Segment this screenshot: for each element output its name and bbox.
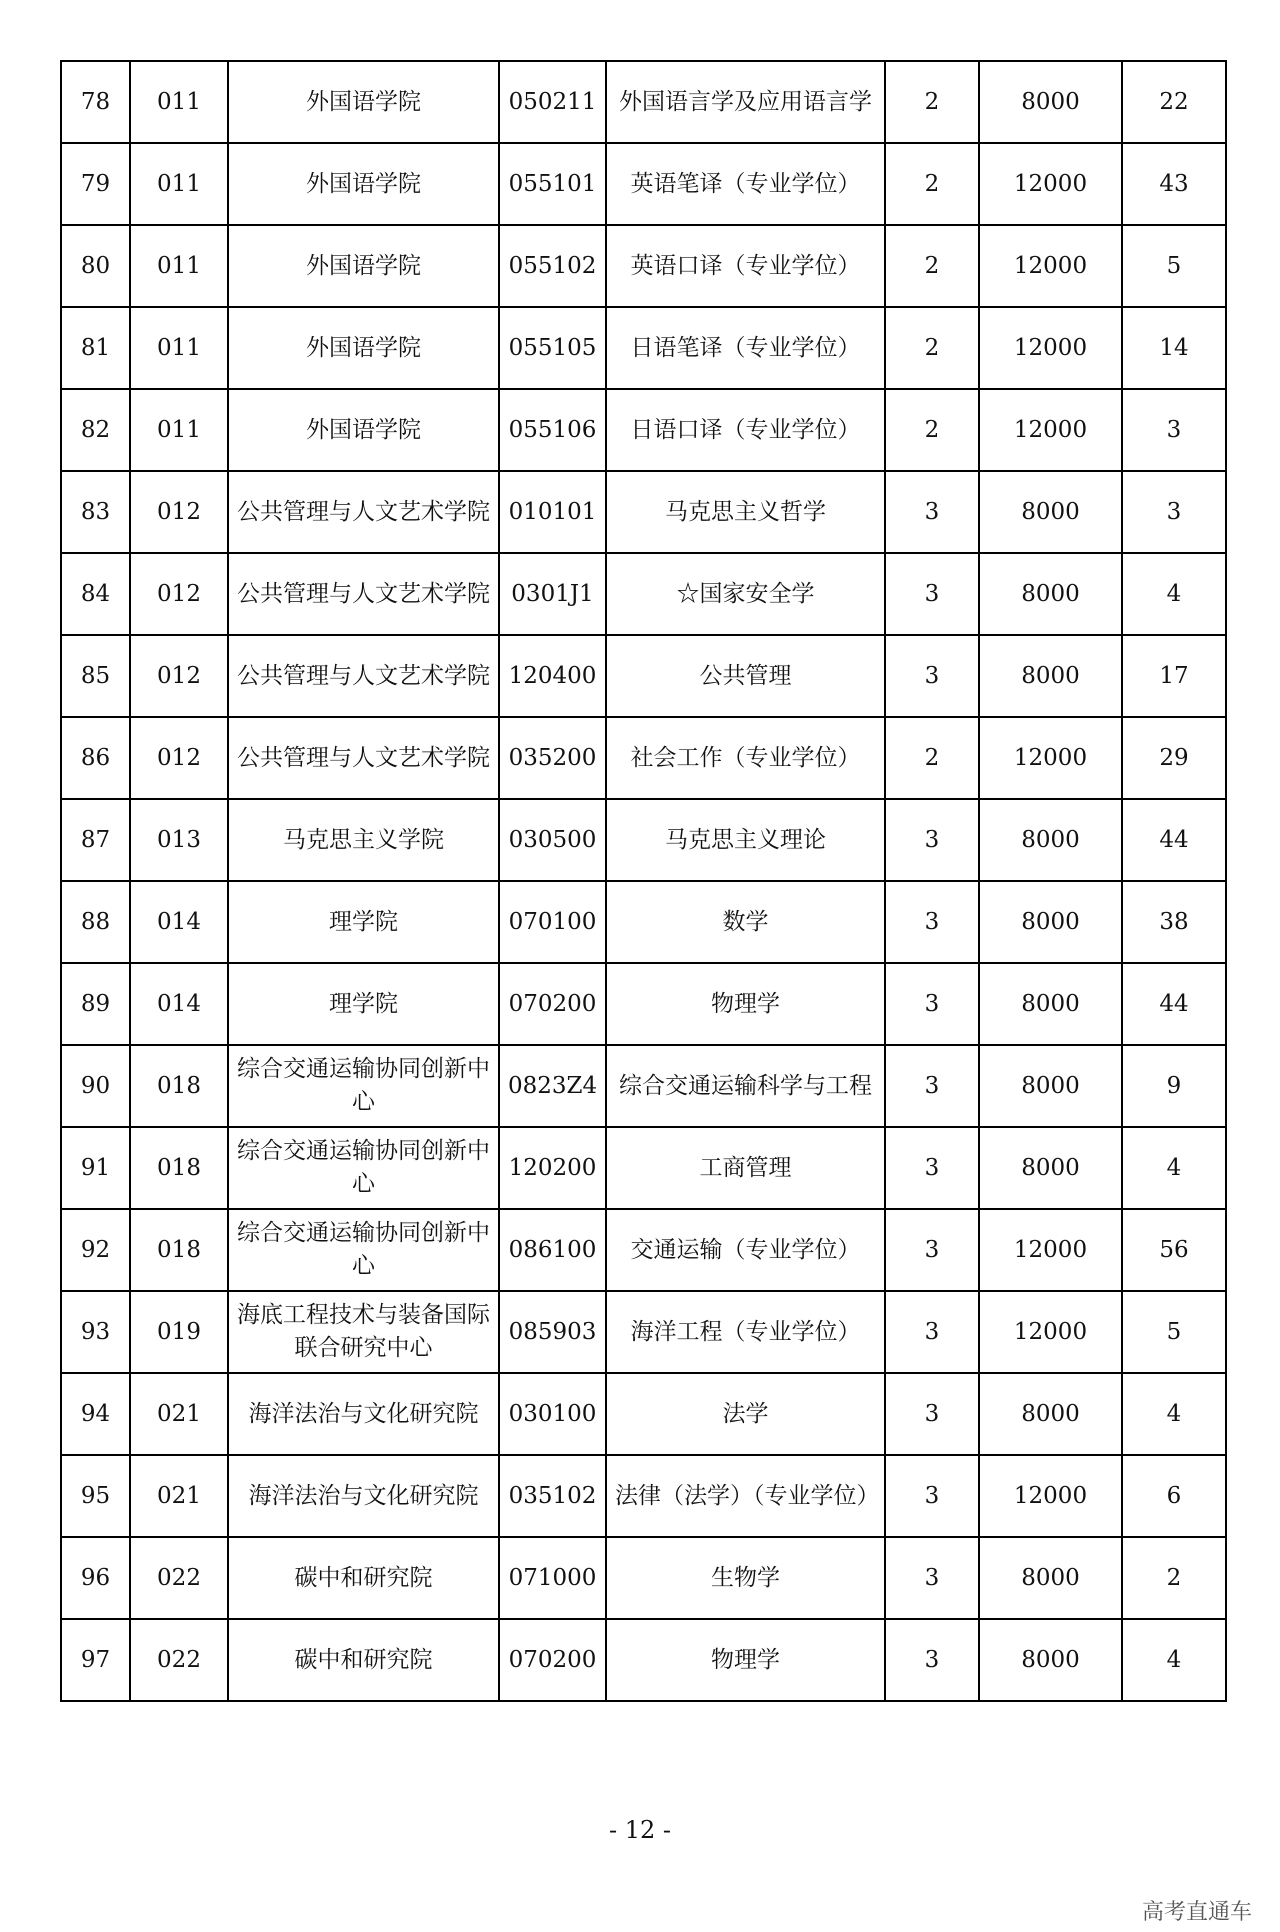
table-row	[61, 225, 1226, 307]
dept-code-cell: 011	[130, 61, 228, 143]
table-row	[61, 1127, 1226, 1209]
table-row	[61, 553, 1226, 635]
dept-name-cell: 外国语学院	[228, 143, 499, 225]
dept-code-cell: 012	[130, 471, 228, 553]
table-row	[61, 799, 1226, 881]
quota-cell: 5	[1122, 225, 1226, 307]
seq-cell: 94	[61, 1373, 130, 1455]
tuition-cell: 12000	[979, 389, 1122, 471]
dept-code-cell: 013	[130, 799, 228, 881]
duration-cell: 3	[885, 1127, 979, 1209]
duration-cell: 3	[885, 799, 979, 881]
page-number: - 12 -	[608, 1816, 671, 1844]
tuition-cell: 8000	[979, 1537, 1122, 1619]
duration-cell: 2	[885, 389, 979, 471]
quota-cell: 4	[1122, 1619, 1226, 1701]
duration-cell: 3	[885, 1619, 979, 1701]
dept-name-cell: 公共管理与人文艺术学院	[228, 717, 499, 799]
major-code-cell: 050211	[499, 61, 606, 143]
major-name-cell: 日语口译（专业学位）	[606, 389, 885, 471]
dept-code-cell: 018	[130, 1209, 228, 1291]
table-row	[61, 1291, 1226, 1373]
major-name-cell: 法律（法学）（专业学位）	[606, 1455, 885, 1537]
dept-code-cell: 014	[130, 881, 228, 963]
dept-code-cell: 012	[130, 635, 228, 717]
tuition-cell: 12000	[979, 1291, 1122, 1373]
quota-cell: 4	[1122, 1127, 1226, 1209]
tuition-cell: 8000	[979, 61, 1122, 143]
table-row	[61, 471, 1226, 553]
major-code-cell: 0823Z4	[499, 1045, 606, 1127]
table-row	[61, 61, 1226, 143]
quota-cell: 44	[1122, 799, 1226, 881]
dept-name-cell: 海底工程技术与装备国际联合研究中心	[228, 1291, 499, 1373]
major-name-cell: 马克思主义理论	[606, 799, 885, 881]
table-row	[61, 1209, 1226, 1291]
seq-cell: 97	[61, 1619, 130, 1701]
major-code-cell: 030500	[499, 799, 606, 881]
major-name-cell: 英语口译（专业学位）	[606, 225, 885, 307]
seq-cell: 86	[61, 717, 130, 799]
dept-code-cell: 021	[130, 1455, 228, 1537]
major-name-cell: 公共管理	[606, 635, 885, 717]
major-name-cell: 生物学	[606, 1537, 885, 1619]
major-code-cell: 030100	[499, 1373, 606, 1455]
dept-name-cell: 外国语学院	[228, 61, 499, 143]
quota-cell: 5	[1122, 1291, 1226, 1373]
duration-cell: 3	[885, 1291, 979, 1373]
major-name-cell: 物理学	[606, 963, 885, 1045]
dept-code-cell: 021	[130, 1373, 228, 1455]
seq-cell: 83	[61, 471, 130, 553]
quota-cell: 14	[1122, 307, 1226, 389]
major-name-cell: 日语笔译（专业学位）	[606, 307, 885, 389]
seq-cell: 89	[61, 963, 130, 1045]
dept-name-cell: 外国语学院	[228, 225, 499, 307]
tuition-cell: 8000	[979, 881, 1122, 963]
seq-cell: 87	[61, 799, 130, 881]
tuition-cell: 12000	[979, 225, 1122, 307]
dept-name-cell: 综合交通运输协同创新中心	[228, 1209, 499, 1291]
seq-cell: 88	[61, 881, 130, 963]
dept-name-cell: 公共管理与人文艺术学院	[228, 635, 499, 717]
table-row	[61, 963, 1226, 1045]
major-code-cell: 010101	[499, 471, 606, 553]
tuition-cell: 12000	[979, 307, 1122, 389]
major-code-cell: 055106	[499, 389, 606, 471]
dept-code-cell: 011	[130, 225, 228, 307]
quota-cell: 43	[1122, 143, 1226, 225]
dept-code-cell: 014	[130, 963, 228, 1045]
duration-cell: 3	[885, 1455, 979, 1537]
dept-code-cell: 011	[130, 389, 228, 471]
major-code-cell: 055101	[499, 143, 606, 225]
duration-cell: 2	[885, 143, 979, 225]
seq-cell: 91	[61, 1127, 130, 1209]
seq-cell: 79	[61, 143, 130, 225]
tuition-cell: 8000	[979, 1373, 1122, 1455]
dept-name-cell: 马克思主义学院	[228, 799, 499, 881]
seq-cell: 92	[61, 1209, 130, 1291]
table-row	[61, 1373, 1226, 1455]
quota-cell: 4	[1122, 1373, 1226, 1455]
quota-cell: 17	[1122, 635, 1226, 717]
major-code-cell: 120400	[499, 635, 606, 717]
major-name-cell: 交通运输（专业学位）	[606, 1209, 885, 1291]
dept-name-cell: 综合交通运输协同创新中心	[228, 1127, 499, 1209]
quota-cell: 29	[1122, 717, 1226, 799]
major-code-cell: 120200	[499, 1127, 606, 1209]
quota-cell: 9	[1122, 1045, 1226, 1127]
dept-code-cell: 018	[130, 1045, 228, 1127]
dept-name-cell: 理学院	[228, 963, 499, 1045]
major-name-cell: 数学	[606, 881, 885, 963]
major-code-cell: 070200	[499, 1619, 606, 1701]
tuition-cell: 8000	[979, 635, 1122, 717]
tuition-cell: 8000	[979, 553, 1122, 635]
quota-cell: 44	[1122, 963, 1226, 1045]
table-row	[61, 1619, 1226, 1701]
enrollment-table	[60, 60, 1227, 1702]
duration-cell: 3	[885, 1373, 979, 1455]
table-row	[61, 635, 1226, 717]
dept-name-cell: 理学院	[228, 881, 499, 963]
duration-cell: 3	[885, 881, 979, 963]
tuition-cell: 8000	[979, 963, 1122, 1045]
major-code-cell: 035200	[499, 717, 606, 799]
major-code-cell: 0301J1	[499, 553, 606, 635]
seq-cell: 78	[61, 61, 130, 143]
duration-cell: 2	[885, 717, 979, 799]
major-name-cell: 工商管理	[606, 1127, 885, 1209]
tuition-cell: 12000	[979, 717, 1122, 799]
tuition-cell: 8000	[979, 1619, 1122, 1701]
major-code-cell: 055105	[499, 307, 606, 389]
tuition-cell: 8000	[979, 471, 1122, 553]
tuition-cell: 12000	[979, 1209, 1122, 1291]
duration-cell: 3	[885, 1209, 979, 1291]
duration-cell: 2	[885, 225, 979, 307]
duration-cell: 2	[885, 307, 979, 389]
dept-name-cell: 海洋法治与文化研究院	[228, 1455, 499, 1537]
quota-cell: 22	[1122, 61, 1226, 143]
table-row	[61, 881, 1226, 963]
tuition-cell: 8000	[979, 799, 1122, 881]
dept-code-cell: 022	[130, 1537, 228, 1619]
seq-cell: 95	[61, 1455, 130, 1537]
tuition-cell: 8000	[979, 1127, 1122, 1209]
table-body	[61, 61, 1226, 1701]
dept-code-cell: 022	[130, 1619, 228, 1701]
dept-name-cell: 外国语学院	[228, 389, 499, 471]
seq-cell: 84	[61, 553, 130, 635]
quota-cell: 38	[1122, 881, 1226, 963]
dept-code-cell: 012	[130, 553, 228, 635]
major-name-cell: 海洋工程（专业学位）	[606, 1291, 885, 1373]
dept-name-cell: 外国语学院	[228, 307, 499, 389]
watermark-text: 高考直通车	[1141, 1900, 1252, 1925]
table-row	[61, 1537, 1226, 1619]
seq-cell: 85	[61, 635, 130, 717]
tuition-cell: 8000	[979, 1045, 1122, 1127]
duration-cell: 2	[885, 61, 979, 143]
seq-cell: 93	[61, 1291, 130, 1373]
major-name-cell: 法学	[606, 1373, 885, 1455]
table-row	[61, 143, 1226, 225]
duration-cell: 3	[885, 1537, 979, 1619]
major-code-cell: 086100	[499, 1209, 606, 1291]
duration-cell: 3	[885, 471, 979, 553]
seq-cell: 80	[61, 225, 130, 307]
quota-cell: 56	[1122, 1209, 1226, 1291]
major-code-cell: 070200	[499, 963, 606, 1045]
major-name-cell: 社会工作（专业学位）	[606, 717, 885, 799]
table-row	[61, 389, 1226, 471]
dept-name-cell: 碳中和研究院	[228, 1537, 499, 1619]
major-code-cell: 055102	[499, 225, 606, 307]
major-code-cell: 070100	[499, 881, 606, 963]
dept-name-cell: 综合交通运输协同创新中心	[228, 1045, 499, 1127]
seq-cell: 96	[61, 1537, 130, 1619]
table-row	[61, 717, 1226, 799]
dept-code-cell: 018	[130, 1127, 228, 1209]
table-row	[61, 1045, 1226, 1127]
duration-cell: 3	[885, 635, 979, 717]
tuition-cell: 12000	[979, 1455, 1122, 1537]
quota-cell: 6	[1122, 1455, 1226, 1537]
dept-name-cell: 公共管理与人文艺术学院	[228, 553, 499, 635]
quota-cell: 3	[1122, 389, 1226, 471]
quota-cell: 3	[1122, 471, 1226, 553]
major-code-cell: 035102	[499, 1455, 606, 1537]
dept-code-cell: 012	[130, 717, 228, 799]
dept-name-cell: 海洋法治与文化研究院	[228, 1373, 499, 1455]
quota-cell: 4	[1122, 553, 1226, 635]
dept-code-cell: 011	[130, 307, 228, 389]
seq-cell: 90	[61, 1045, 130, 1127]
major-name-cell: 外国语言学及应用语言学	[606, 61, 885, 143]
duration-cell: 3	[885, 963, 979, 1045]
duration-cell: 3	[885, 1045, 979, 1127]
seq-cell: 82	[61, 389, 130, 471]
major-name-cell: 英语笔译（专业学位）	[606, 143, 885, 225]
seq-cell: 81	[61, 307, 130, 389]
major-name-cell: 物理学	[606, 1619, 885, 1701]
major-name-cell: 综合交通运输科学与工程	[606, 1045, 885, 1127]
major-name-cell: ☆国家安全学	[606, 553, 885, 635]
major-code-cell: 071000	[499, 1537, 606, 1619]
table-row	[61, 307, 1226, 389]
major-code-cell: 085903	[499, 1291, 606, 1373]
major-name-cell: 马克思主义哲学	[606, 471, 885, 553]
table-row	[61, 1455, 1226, 1537]
dept-code-cell: 011	[130, 143, 228, 225]
quota-cell: 2	[1122, 1537, 1226, 1619]
dept-name-cell: 公共管理与人文艺术学院	[228, 471, 499, 553]
duration-cell: 3	[885, 553, 979, 635]
tuition-cell: 12000	[979, 143, 1122, 225]
dept-code-cell: 019	[130, 1291, 228, 1373]
dept-name-cell: 碳中和研究院	[228, 1619, 499, 1701]
